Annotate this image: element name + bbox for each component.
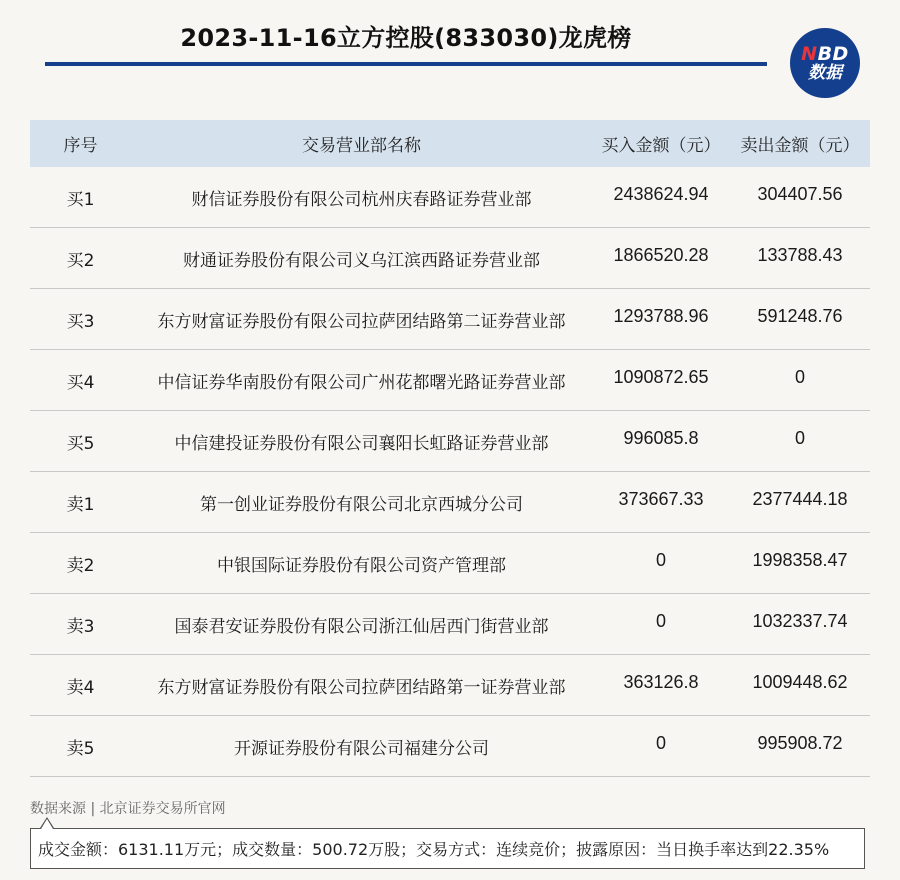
rank-cell: 买4 bbox=[66, 372, 95, 393]
dragon-tiger-table bbox=[30, 120, 870, 777]
logo-accent-letter: N bbox=[801, 42, 818, 65]
rank-cell: 买1 bbox=[66, 189, 95, 210]
rank-cell: 卖5 bbox=[66, 738, 95, 759]
table-body bbox=[30, 167, 870, 777]
buy-amount-cell: 1866520.28 bbox=[613, 244, 709, 265]
trade-summary-text: 成交金额：6131.11万元；成交数量：500.72万股；交易方式：连续竞价；披露原因：当日换手率达到22.35% bbox=[38, 840, 830, 859]
column-header-buy: 买入金额（元） bbox=[601, 136, 721, 156]
sell-amount-cell: 0 bbox=[794, 427, 805, 448]
table-row bbox=[30, 655, 870, 716]
table-row bbox=[30, 289, 870, 350]
sell-amount-cell: 591248.76 bbox=[757, 305, 843, 326]
logo-bottom-text: 数据 bbox=[808, 62, 842, 83]
branch-name-cell: 中银国际证券股份有限公司资产管理部 bbox=[217, 555, 506, 576]
buy-amount-cell: 373667.33 bbox=[618, 488, 704, 509]
table-row bbox=[30, 411, 870, 472]
sell-amount-cell: 133788.43 bbox=[757, 244, 843, 265]
branch-name-cell: 财通证券股份有限公司义乌江滨西路证券营业部 bbox=[183, 250, 540, 271]
trade-summary-box bbox=[30, 828, 865, 869]
branch-name-cell: 财信证券股份有限公司杭州庆春路证券营业部 bbox=[191, 189, 532, 210]
branch-name-cell: 中信证券华南股份有限公司广州花都曙光路证券营业部 bbox=[157, 372, 566, 393]
table-row bbox=[30, 167, 870, 228]
buy-amount-cell: 1293788.96 bbox=[613, 305, 709, 326]
rank-cell: 卖4 bbox=[66, 677, 95, 698]
rank-cell: 卖3 bbox=[66, 616, 95, 637]
sell-amount-cell: 1032337.74 bbox=[752, 610, 848, 631]
rank-cell: 买5 bbox=[66, 433, 95, 454]
column-header-sell: 卖出金额（元） bbox=[740, 136, 860, 156]
branch-name-cell: 国泰君安证券股份有限公司浙江仙居西门街营业部 bbox=[174, 616, 549, 637]
table-header bbox=[30, 120, 870, 167]
title-underline bbox=[45, 62, 767, 66]
column-header-rank: 序号 bbox=[63, 136, 98, 156]
table-row bbox=[30, 350, 870, 411]
branch-name-cell: 东方财富证券股份有限公司拉萨团结路第二证券营业部 bbox=[157, 311, 566, 332]
column-header-branch: 交易营业部名称 bbox=[302, 136, 421, 156]
sell-amount-cell: 995908.72 bbox=[757, 732, 843, 753]
rank-cell: 买3 bbox=[66, 311, 95, 332]
rank-cell: 买2 bbox=[66, 250, 95, 271]
nbd-logo bbox=[790, 28, 860, 98]
page-title: 2023-11-16立方控股(833030)龙虎榜 bbox=[180, 24, 632, 52]
branch-name-cell: 开源证券股份有限公司福建分公司 bbox=[234, 738, 489, 759]
table-row bbox=[30, 228, 870, 289]
sell-amount-cell: 304407.56 bbox=[757, 183, 843, 204]
buy-amount-cell: 0 bbox=[655, 732, 666, 753]
branch-name-cell: 第一创业证券股份有限公司北京西城分公司 bbox=[200, 494, 523, 515]
buy-amount-cell: 2438624.94 bbox=[613, 183, 709, 204]
buy-amount-cell: 0 bbox=[655, 610, 666, 631]
sell-amount-cell: 0 bbox=[794, 366, 805, 387]
buy-amount-cell: 363126.8 bbox=[623, 671, 699, 692]
logo-top-letters: BD bbox=[817, 42, 849, 65]
rank-cell: 卖1 bbox=[66, 494, 95, 515]
sell-amount-cell: 2377444.18 bbox=[752, 488, 848, 509]
table-row bbox=[30, 472, 870, 533]
buy-amount-cell: 0 bbox=[655, 549, 666, 570]
buy-amount-cell: 996085.8 bbox=[623, 427, 699, 448]
sell-amount-cell: 1998358.47 bbox=[752, 549, 848, 570]
rank-cell: 卖2 bbox=[66, 555, 95, 576]
branch-name-cell: 东方财富证券股份有限公司拉萨团结路第一证券营业部 bbox=[157, 677, 566, 698]
logo-top-text bbox=[801, 42, 849, 65]
data-source: 数据来源 | 北京证券交易所官网 bbox=[30, 801, 226, 817]
callout-pointer-fill bbox=[41, 819, 53, 829]
table-row bbox=[30, 594, 870, 655]
table-row bbox=[30, 533, 870, 594]
branch-name-cell: 中信建投证券股份有限公司襄阳长虹路证券营业部 bbox=[174, 433, 549, 454]
sell-amount-cell: 1009448.62 bbox=[752, 671, 848, 692]
table-row bbox=[30, 716, 870, 777]
buy-amount-cell: 1090872.65 bbox=[613, 366, 709, 387]
